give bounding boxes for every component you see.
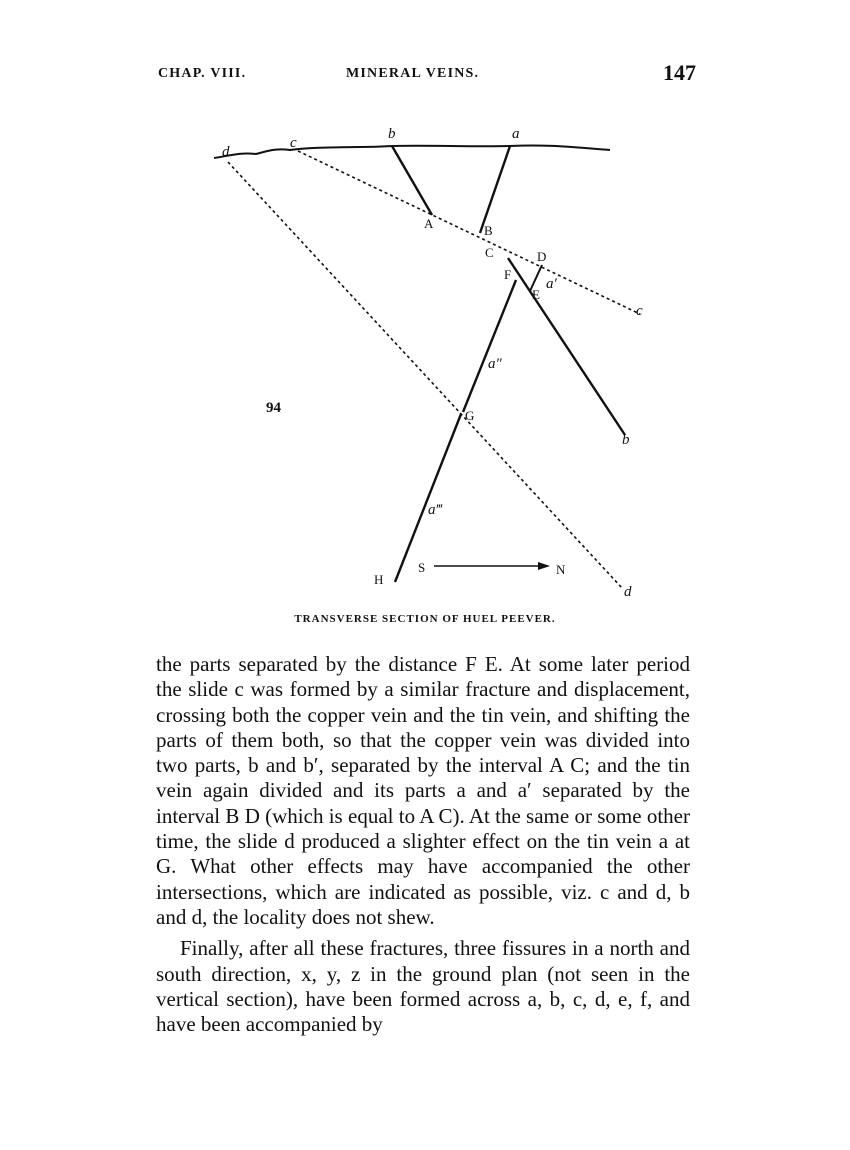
ground-surface-line	[214, 145, 610, 158]
running-head-title: MINERAL VEINS.	[346, 66, 480, 81]
label-vein-a-double-prime: a″	[488, 356, 502, 372]
tin-vein-a-upper	[480, 146, 510, 233]
slide-c-line	[298, 151, 640, 314]
label-surface-a: a	[512, 126, 520, 142]
copper-vein-b-upper	[392, 146, 432, 215]
label-point-h: H	[374, 572, 384, 587]
tin-vein-a-double-prime	[463, 280, 516, 412]
label-surface-b: b	[388, 126, 396, 142]
paragraph-2: Finally, after all these fractures, three fissures in a north and south direction, x, y, z in the ground plan (not seen in the vertical section), have been formed across a, b, c, d, e, f, and have been accompanied by	[156, 936, 690, 1037]
body-text	[156, 652, 690, 1037]
label-end-c: c	[636, 303, 643, 319]
label-end-b: b	[622, 432, 630, 448]
label-point-c: C	[485, 245, 494, 260]
label-point-b: B	[484, 223, 493, 238]
label-point-f: F	[504, 267, 512, 282]
compass-arrowhead	[538, 562, 550, 570]
label-surface-d: d	[222, 144, 230, 160]
label-vein-a-prime: a′	[546, 276, 557, 292]
page-number: 147	[663, 60, 696, 85]
label-compass-n: N	[556, 562, 566, 577]
label-surface-c: c	[290, 135, 297, 151]
label-point-d: D	[537, 249, 547, 264]
figure-caption-text: TRANSVERSE SECTION OF HUEL PEEVER.	[294, 613, 556, 625]
label-vein-a-triple-prime: a‴	[428, 502, 442, 518]
figure-number: 94	[266, 400, 281, 416]
tin-vein-a-triple-prime	[395, 414, 461, 582]
figure-caption	[0, 613, 850, 625]
label-end-d: d	[624, 584, 632, 600]
label-point-a: A	[424, 216, 434, 231]
copper-vein-b-lower	[508, 258, 625, 435]
running-head-chapter: CHAP. VIII.	[158, 66, 247, 81]
label-point-e: E	[532, 287, 540, 302]
paragraph-1: the parts separated by the distance F E. At some later period the slide c was formed by a similar fracture and displacement, crossing both the copper vein and the tin vein, and shifting the parts of them both, so that the copper vein was divided into two parts, b and b′, separated by the interval A C; and the tin vein again divided and its parts a and a′ separated by the interval B D (which is equal to A C). At the same or some other time, the slide d produced a slighter effect on the tin vein a at G. What other effects may have accompanied the other intersections, which are indicated as possible, viz. c and d, b and d, the locality does not shew.	[156, 652, 690, 929]
label-point-g: G	[465, 408, 475, 423]
label-compass-s: S	[418, 560, 426, 575]
